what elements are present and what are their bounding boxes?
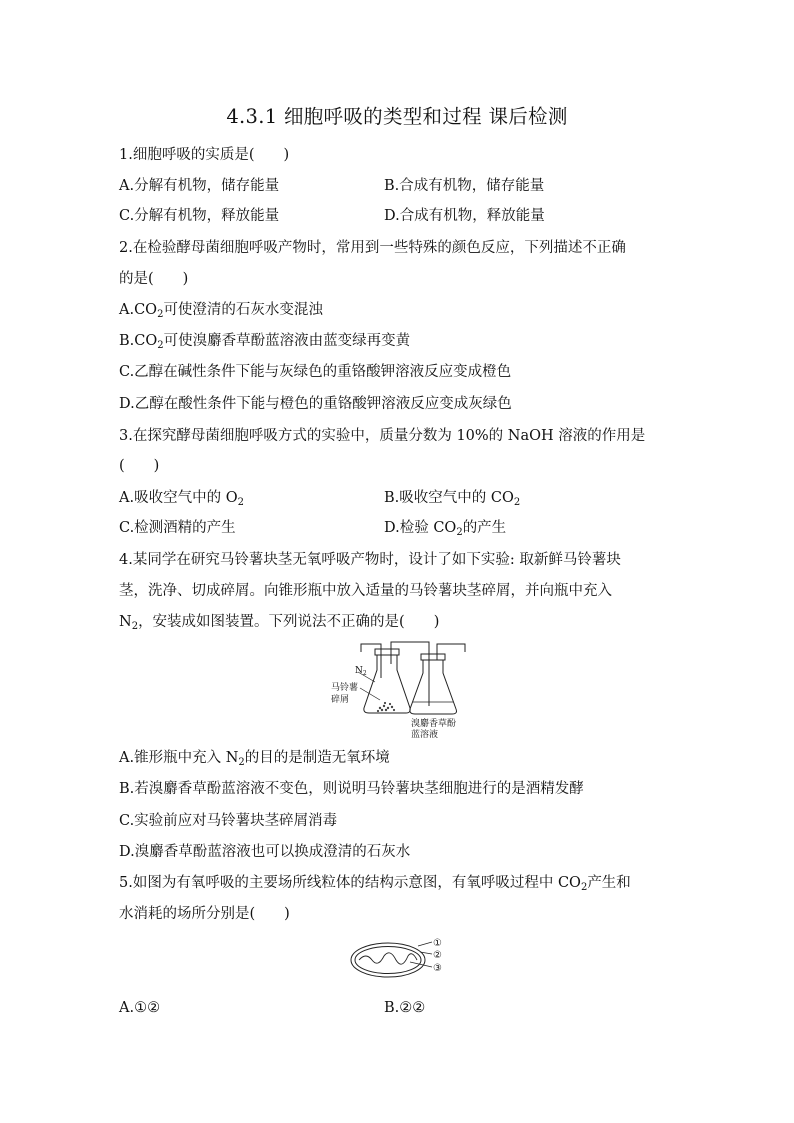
- right-stopper: [421, 654, 445, 660]
- question-1-option-a: A.分解有机物，储存能量: [119, 178, 280, 194]
- question-2-option-a: $A.CO_2$可使澄清的石灰水变混浊: [119, 302, 323, 320]
- question-4-option-b: B.若溴麝香草酚蓝溶液不变色，则说明马铃薯块茎细胞进行的是酒精发酵: [119, 781, 584, 797]
- question-4-stem-line2: 茎，洗净、切成碎屑。向锥形瓶中放入适量的马铃薯块茎碎屑，并向瓶中充入: [119, 583, 612, 599]
- question-4-option-c: C.实验前应对马铃薯块茎碎屑消毒: [119, 813, 338, 829]
- leader-1: [418, 942, 432, 946]
- question-5-stem-line2: 水消耗的场所分别是( ): [119, 906, 290, 922]
- question-2-stem-line2: 的是( ): [119, 271, 189, 287]
- question-4-option-a: A.锥形瓶中充入 $N_2$的目的是制造无氧环境: [119, 750, 390, 768]
- potato-crumbs: [377, 702, 395, 712]
- question-2-option-b: $B.CO_2$可使溴麝香草酚蓝溶液由蓝变绿再变黄: [119, 333, 411, 351]
- fig-btb-label-2: 蓝溶液: [411, 730, 439, 738]
- question-2-option-c: C.乙醇在碱性条件下能与灰绿色的重铬酸钾溶液反应变成橙色: [119, 364, 512, 380]
- question-5-option-a: A.①②: [119, 1000, 161, 1016]
- question-1-option-c: C.分解有机物，释放能量: [119, 208, 280, 224]
- question-1-stem: 1.细胞呼吸的实质是( ): [119, 147, 290, 163]
- left-flask: [364, 654, 410, 713]
- page-title: 4.3.1 细胞呼吸的类型和过程 课后检测: [226, 105, 568, 128]
- mitochondrion-figure: [348, 934, 458, 982]
- cristae: [359, 953, 417, 964]
- question-4-option-d: D.溴麝香草酚蓝溶液也可以换成澄清的石灰水: [119, 844, 411, 860]
- fig-label-2: ②: [433, 950, 442, 961]
- question-3-stem-line1: 3.在探究酵母菌细胞呼吸方式的实验中，质量分数为 10%的 NaOH 溶液的作用是: [119, 428, 646, 444]
- question-1-option-d: D.合成有机物，释放能量: [384, 208, 545, 224]
- question-3-option-a: A.吸收空气中的 $O_2$: [119, 490, 244, 508]
- question-5-option-b: B.②②: [384, 1000, 426, 1016]
- leader-3: [410, 962, 432, 967]
- question-3-option-b: B.吸收空气中的 $CO_2$: [384, 490, 521, 508]
- fig-label-1: ①: [433, 938, 442, 949]
- question-4-stem-line1: 4.某同学在研究马铃薯块茎无氧呼吸产物时，设计了如下实验: 取新鲜马铃薯块: [119, 552, 621, 568]
- outer-membrane: [351, 943, 425, 977]
- apparatus-figure: [325, 638, 485, 738]
- left-stopper: [375, 649, 399, 655]
- fig-potato-label-2: 碎屑: [331, 695, 350, 705]
- fig-label-3: ③: [433, 963, 442, 974]
- question-2-option-d: D.乙醇在酸性条件下能与橙色的重铬酸钾溶液反应变成灰绿色: [119, 396, 512, 412]
- question-3-option-c: C.检测酒精的产生: [119, 520, 236, 536]
- inner-membrane-boundary: [355, 947, 421, 974]
- right-flask: [410, 659, 457, 714]
- question-1-option-b: B.合成有机物，储存能量: [384, 178, 545, 194]
- fig-btb-label-1: 溴麝香草酚: [411, 719, 457, 729]
- fig-potato-label-1: 马铃薯: [331, 683, 359, 693]
- fig-n2-label: $N_2$: [355, 666, 367, 677]
- question-3-option-d: D.检验 $CO_2$的产生: [384, 520, 507, 538]
- question-3-stem-line2: ( ): [119, 458, 160, 474]
- question-2-stem-line1: 2.在检验酵母菌细胞呼吸产物时，常用到一些特殊的颜色反应，下列描述不正确: [119, 240, 626, 256]
- question-5-stem-line1: 5.如图为有氧呼吸的主要场所线粒体的结构示意图，有氧呼吸过程中 $CO_2$产生和: [119, 875, 631, 893]
- question-4-stem-line3: $N_2$，安装成如图装置。下列说法不正确的是( ): [119, 614, 440, 632]
